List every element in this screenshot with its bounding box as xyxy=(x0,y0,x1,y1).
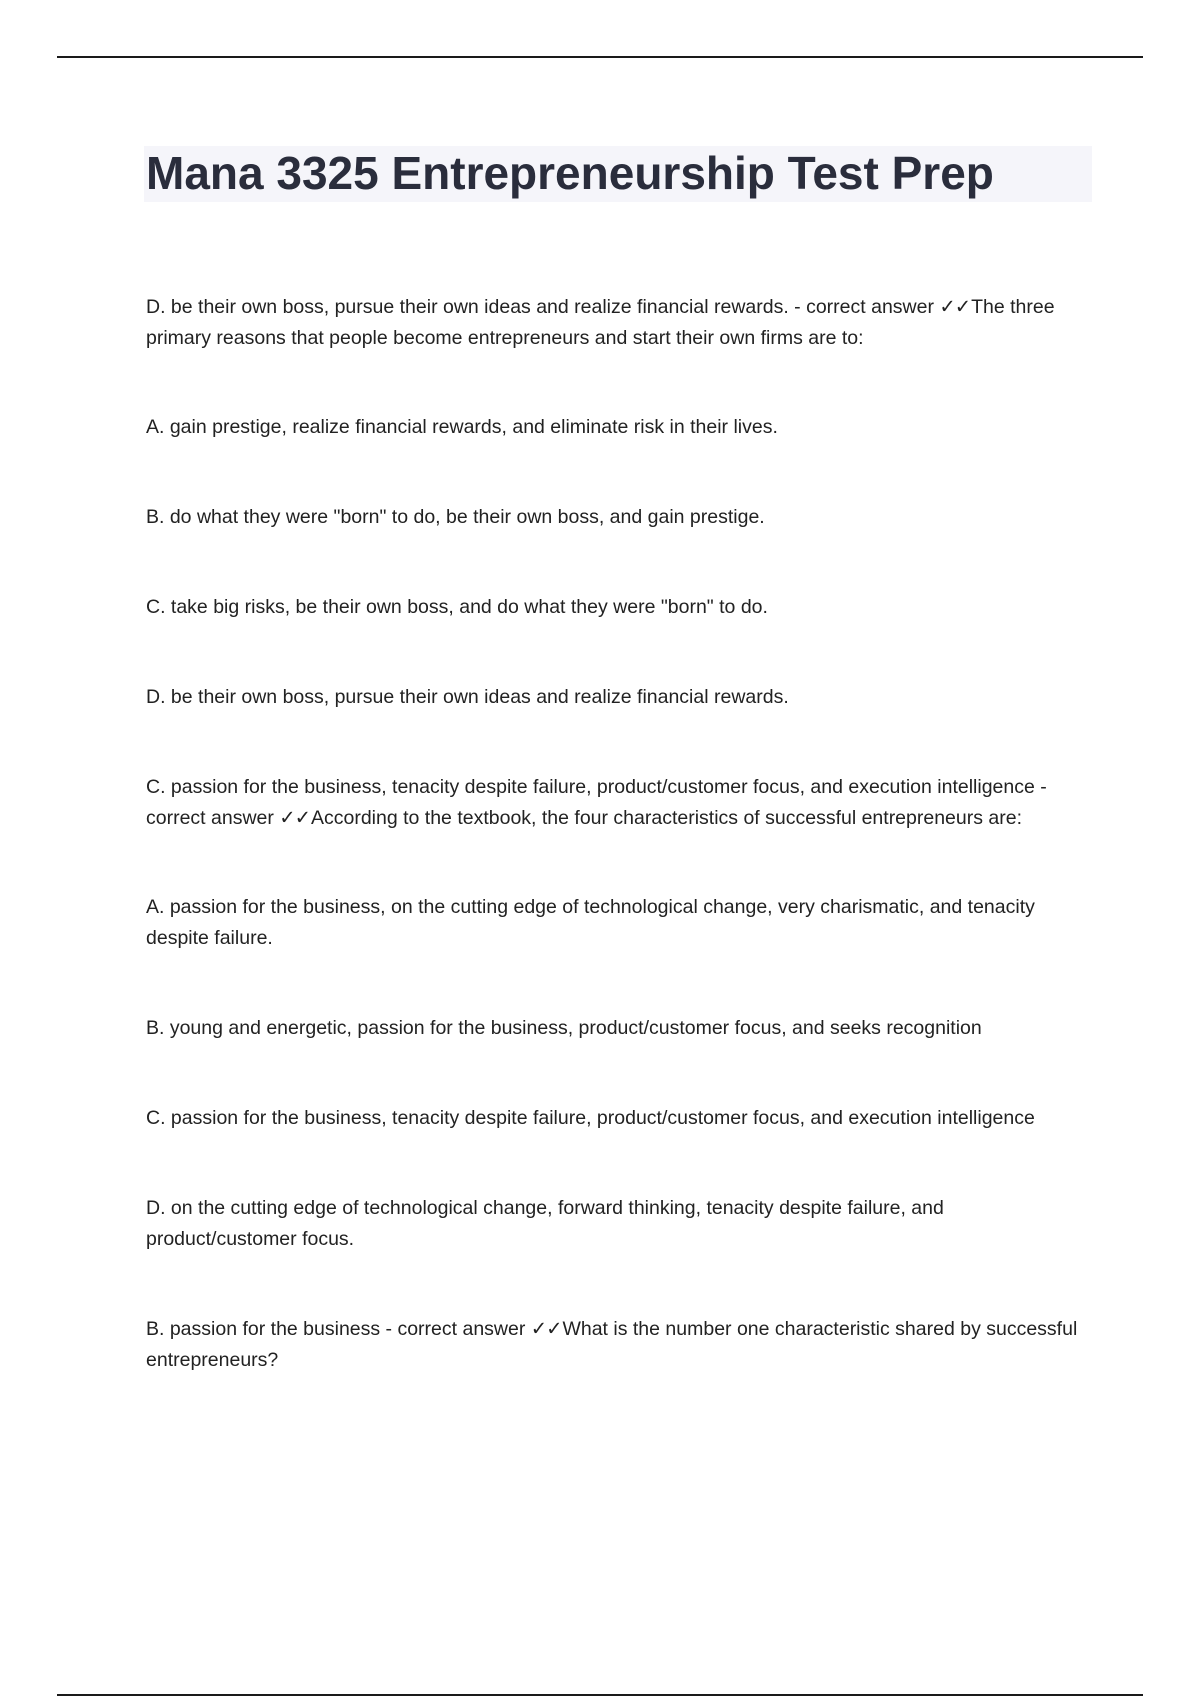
check-icon: ✓✓ xyxy=(530,1318,562,1340)
qa-item-2 xyxy=(146,772,1096,834)
document-body xyxy=(146,292,1096,1434)
option-item: D. on the cutting edge of technological change, forward thinking, tenacity despite failure, and product/customer focus. xyxy=(146,1197,944,1250)
question-text: The three primary reasons that people become entrepreneurs and start their own firms are to: xyxy=(146,296,1055,349)
answer-text: B. passion for the business - correct answer xyxy=(146,1318,526,1340)
question-text: What is the number one characteristic shared by successful entrepreneurs? xyxy=(146,1318,1078,1371)
header-rule xyxy=(57,56,1143,58)
answer-text: C. passion for the business, tenacity despite failure, product/customer focus, and execution intelligence - correct answer xyxy=(146,776,1047,829)
check-icon: ✓✓ xyxy=(279,807,310,829)
footer-rule xyxy=(57,1694,1143,1696)
question-text: According to the textbook, the four characteristics of successful entrepreneurs are: xyxy=(310,807,1023,829)
option-item: A. gain prestige, realize financial rewards, and eliminate risk in their lives. xyxy=(146,416,778,438)
option-item: B. do what they were "born" to do, be their own boss, and gain prestige. xyxy=(146,506,765,528)
document-title: Mana 3325 Entrepreneurship Test Prep xyxy=(146,147,994,199)
option-item: D. be their own boss, pursue their own ideas and realize financial rewards. xyxy=(146,686,789,708)
check-icon: ✓✓ xyxy=(939,296,971,318)
option-item: A. passion for the business, on the cutting edge of technological change, very charismatic, and tenacity despite failure. xyxy=(146,896,1035,949)
answer-text: D. be their own boss, pursue their own ideas and realize financial rewards. - correct answer xyxy=(146,296,934,318)
option-item: C. take big risks, be their own boss, and do what they were "born" to do. xyxy=(146,596,768,618)
option-item: B. young and energetic, passion for the business, product/customer focus, and seeks recognition xyxy=(146,1017,982,1039)
qa-item-3 xyxy=(146,1314,1096,1376)
qa-item-1 xyxy=(146,292,1096,354)
option-item: C. passion for the business, tenacity despite failure, product/customer focus, and execution intelligence xyxy=(146,1107,1035,1129)
